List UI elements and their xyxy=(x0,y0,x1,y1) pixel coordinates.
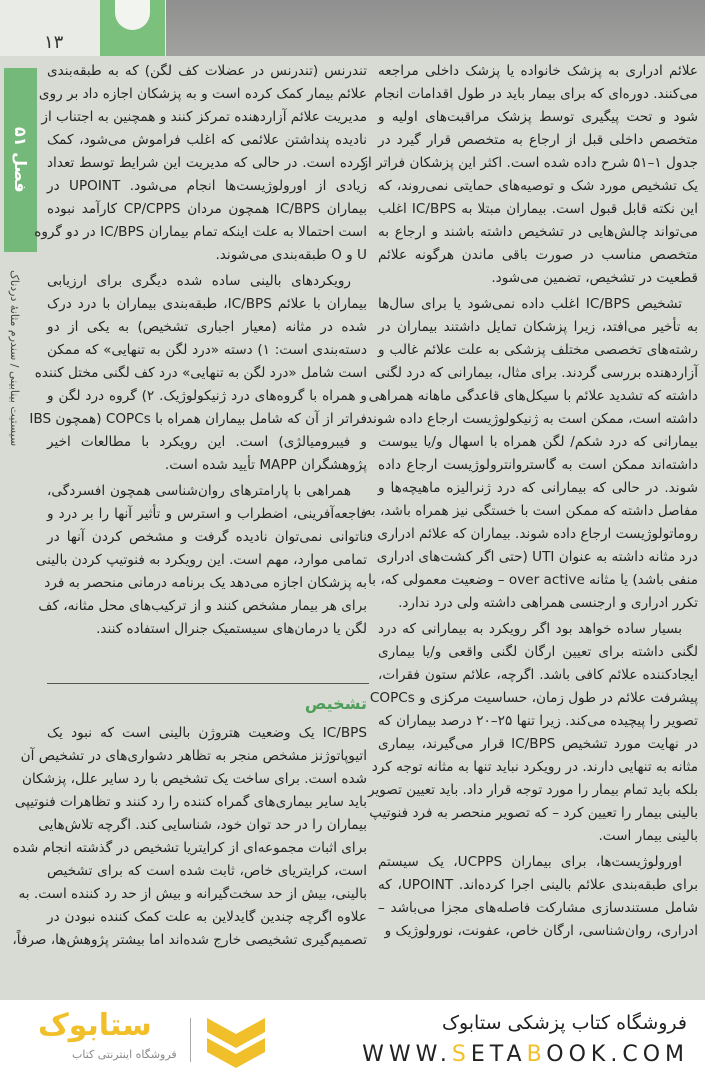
text-line: شده است. برای ساخت یک تشخیص با رد سایر علل، پزشکان xyxy=(21,771,367,787)
paragraph xyxy=(12,722,367,952)
text-line: بیماران IC/BPS همچون مردان CP/CPPS کارآمد نبوده xyxy=(47,201,367,217)
text-line: لگنی داشته برای تعیین ارگان لگنی واقعی و/یا بیماری xyxy=(378,644,698,660)
url-part: B xyxy=(526,1042,547,1067)
text-line: مثانه به تنهایی دارند. در رویکرد نباید تنها به مثانه توجه کرد xyxy=(371,759,698,775)
text-line: می‌تواند چالش‌هایی در تشخیص داشته باشند و ارجاع به xyxy=(378,224,698,240)
text-line: دسته‌بندی است: ۱) دسته «درد لگن به تنهایی» که ممکن xyxy=(47,342,368,358)
text-line: بلکه باید تمام بیمار را مورد توجه قرار داد. باید تعیین تصویر xyxy=(367,782,698,798)
paragraph xyxy=(378,851,698,943)
text-line: علائم ادراری به پزشک خانواده یا پزشک داخلی مراجعه xyxy=(378,63,698,79)
text-line: برای طبقه‌بندی علائم بالینی اجرا کرده‌اند. UPOINT، که xyxy=(378,877,699,893)
text-line: داشته‌اند ممکن است به گاستروانترولوژیست ارجاع داده xyxy=(378,457,698,473)
text-line: متخصص داخلی قبل از ارجاع به متخصص قرار گیرد در xyxy=(378,132,698,148)
chapter-tab xyxy=(4,68,37,252)
url-part: S xyxy=(451,1042,471,1067)
section-divider xyxy=(47,683,369,684)
text-line: تصویر را پیچیده می‌کند. زیرا تنها ۲۵–۲۰ درصد بیماران که xyxy=(378,713,699,729)
text-line: بالینی بیمار را تعیین کرد – که تصویر منحصر به فرد فنوتیپ xyxy=(369,805,698,821)
paragraph xyxy=(34,60,367,267)
text-line: و فیبرومیالژی) است. این رویکرد با مطالعات اخیر xyxy=(47,434,367,450)
text-line: ادراری، روان‌شناسی، ارگان خاص، عفونت، نورولوژیک و xyxy=(384,923,698,939)
text-line: علاوه اگرچه چندین گایدلاین به علت کمک کننده نبودن در xyxy=(47,909,367,925)
text-line: بیماران را در حد توان خود، شناسایی کند. اگرچه تلاش‌هایی xyxy=(38,817,367,833)
text-line: است، کرایتریای خاص، ثابت شده است که برای تشخیص xyxy=(47,863,367,879)
text-line: به تأخیر می‌افتد، زیرا پزشکان تمایل داشتند بیماران در xyxy=(378,319,698,335)
logo-divider xyxy=(190,1018,191,1062)
text-line: داشته است، ممکن است به ژنیکولوژیست ارجاع داده شوند. xyxy=(361,411,698,427)
text-line: فراتر از آن که شامل بیماران همراه با COPCs (همچون IBS xyxy=(29,411,367,427)
text-line: قطعیت در تشخیص، تضمین می‌شود. xyxy=(491,270,698,286)
text-line: زیادی از اورولوژیست‌ها انجام می‌شود. UPOINT در xyxy=(47,178,367,194)
text-line: ایجادکننده علائم کافی باشد. اگرچه، علائم ستون فقرات، xyxy=(378,667,698,683)
text-line: رشته‌های تخصصی مختلف پزشکی به علت علائم غالب و xyxy=(378,342,698,358)
text-line: مفاصل داشته که ممکن است با خستگی نیز همراه باشد، به xyxy=(364,503,698,519)
text-line: شامل مستندسازی مشارکت فاصله‌های مجزا می‌باشد – xyxy=(378,900,698,916)
text-line: بالینی بیمار است. xyxy=(598,828,698,844)
chevron-logo-icon xyxy=(205,1014,267,1070)
text-line: منفی باشد) یا مثانه over active – وضعیت معمولی که، با xyxy=(368,572,698,588)
text-line: در نهایت مورد تشخیص IC/BPS قرار می‌گیرند، بیماری xyxy=(378,736,698,752)
url-part: OOK.COM xyxy=(546,1042,689,1067)
text-line: U و O طبقه‌بندی می‌شوند. xyxy=(215,247,367,263)
text-line: علائم بیمار کمک کرده است و به پزشکان اجازه داد بر روی xyxy=(38,86,367,102)
logo-wordmark: ستابوک xyxy=(38,1008,152,1043)
text-line: پژوهشگران MAPP تأیید شده است. xyxy=(164,457,367,473)
text-line: شوند. در حالی که بیمارانی که درد ژنرالیزه ماهیچه‌ها و xyxy=(378,480,698,496)
text-line: متخصص مناسب در صورت باقی ماندن هرگونه علائم xyxy=(378,247,698,263)
text-line: مدیریت علائم آزاردهنده تمرکز کنند و همچنین به اجتناب از xyxy=(41,109,367,125)
text-line: بیمارانی که درد شکم/ لگن همراه با اسهال و/یا یبوست xyxy=(378,434,698,450)
text-line: تصمیم‌گیری تشخیصی خارج شده‌اند اما بیشتر پژوهش‌ها، صرفاً، xyxy=(12,932,367,948)
text-line: تندرنس (تندرنس در عضلات کف لگن) که به طبقه‌بندی xyxy=(47,63,367,79)
text-line: بیماران با علائم IC/BPS، طبقه‌بندی بیماران با درد درک xyxy=(47,296,367,312)
section-body xyxy=(12,722,367,955)
text-line: بالینی، بیش از حد سخت‌گیرانه و بیش از حد رد کننده است. به xyxy=(18,886,367,902)
paragraph xyxy=(367,618,699,848)
section-heading: تشخیص xyxy=(304,694,367,713)
text-line: رویکردهای بالینی ساده شده دیگری برای ارزیابی xyxy=(47,273,351,289)
left-column xyxy=(29,60,368,644)
text-line: شود و تحت پیگیری توسط پزشک مراقبت‌های اولیه و xyxy=(378,109,698,125)
text-line: اتیوپاتوژنز مشخص منجر به تظاهر دشواری‌های در تشخیص آن xyxy=(20,748,367,764)
text-line: شده در مثانه (معیار اجباری تشخیص) به یکی از دو xyxy=(47,319,367,335)
footer-banner xyxy=(0,1000,705,1079)
text-line: پیشرفت علائم در طول زمان، حساسیت مرکزی و COPCs xyxy=(369,690,698,706)
text-line: بسیار ساده خواهد بود اگر رویکرد به بیمارانی که درد xyxy=(378,621,682,637)
text-line: تشخیص IC/BPS اغلب داده نمی‌شود یا برای سال‌ها xyxy=(378,296,682,312)
paragraph xyxy=(29,270,368,477)
text-line: داشته که تشدید علائم با سیکل‌های قاعدگی ماهانه همراهی xyxy=(368,388,698,404)
url-part: WWW. xyxy=(362,1042,452,1067)
text-line: تمامی موارد، مهم است. این رویکرد به فنوتیپ کردن بالینی xyxy=(35,552,367,568)
text-line: برای هر بیمار مشخص کنند و از ترکیب‌های محل مثانه، کف xyxy=(38,598,367,614)
store-url[interactable] xyxy=(362,1042,689,1067)
text-line: درد مثانه داشته به عنوان UTI (حتی اگر کشت‌های ادراری xyxy=(376,549,698,565)
text-line: و همراه با گروه‌های درد ژنیکولوژیک. ۲) گروه درد لگن و xyxy=(47,388,367,404)
text-line: است شامل «درد لگن به تنهایی» درد کف لگنی مختل کننده xyxy=(34,365,367,381)
text-line: اورولوژیست‌ها، برای بیماران UCPPS، یک سیستم xyxy=(378,854,683,870)
text-line: برای اثبات مجموعه‌ای از کرایتریا تشخیص در گذشته انجام شده xyxy=(12,840,367,856)
page-number: ۱۳ xyxy=(44,32,64,53)
logo-subtitle: فروشگاه اینترنتی کتاب xyxy=(72,1048,177,1061)
text-line: روماتولوژیست ارجاع داده شوند. بیماران که علائم ادراری و xyxy=(366,526,698,542)
paragraph xyxy=(361,293,698,615)
text-line: باید سایر بیماری‌های گمراه کننده را رد کنند و تظاهرات فنوتیپی xyxy=(14,794,367,810)
text-line: می‌کنند. دوره‌ای که برای بیمار باید در طول اقدامات انجام xyxy=(374,86,698,102)
text-line: فاجعه‌آفرینی، اضطراب و استرس و تأثیر آنها را بر درد و xyxy=(47,506,367,522)
running-title: سیستیت بینابینی / سندرم مثانهٔ دردناک xyxy=(8,270,21,447)
paragraph xyxy=(361,60,698,290)
text-line: IC/BPS یک وضعیت هتروژن بالینی است که نبود یک xyxy=(47,725,367,741)
text-line: نادیده پنداشتن علائمی که اغلب فراموش می‌شود، کمک xyxy=(47,132,367,148)
text-line: آزاردهنده بررسی گردند. برای مثال، بیمارانی که درد لگنی xyxy=(374,365,698,381)
url-part: ETA xyxy=(470,1042,527,1067)
top-grey-band xyxy=(166,0,705,56)
text-line: این نکته قابل قبول است. بیماران مبتلا به IC/BPS اغلب xyxy=(378,201,698,217)
chapter-tab-label: فصل ۵۱ xyxy=(11,127,30,193)
text-line: ناتوانی نمی‌توان نادیده گرفت و مشخص کردن آنها در xyxy=(47,529,367,545)
text-line: تکرر ادراری و ارجنسی همراهی داشته ولی درد ندارد. xyxy=(398,595,698,611)
paragraph xyxy=(35,480,367,641)
store-title: فروشگاه کتاب پزشکی ستابوک xyxy=(441,1012,687,1034)
right-column xyxy=(361,60,699,946)
text-line: است احتمالا به علت اینکه تمام بیماران IC/BPS در دو گروه xyxy=(34,224,367,240)
text-line: لگن یا درمان‌های سیستمیک جنرال استفاده کنند. xyxy=(96,621,367,637)
text-line: کرده است. در حالی که مدیریت این شرایط توسط تعداد xyxy=(47,155,367,171)
text-line: جدول ۱–۵۱ شرح داده شده است. اکثر این پزشکان فراتر از xyxy=(361,155,698,171)
text-line: همراهی با پارامترهای روان‌شناسی همچون افسردگی، xyxy=(47,483,351,499)
text-line: به پزشکان اجازه می‌دهد یک برنامه درمانی منحصر به فرد xyxy=(44,575,367,591)
text-line: یک تشخیص مورد شک و توصیه‌های حمایتی نمی‌روند، که xyxy=(378,178,698,194)
